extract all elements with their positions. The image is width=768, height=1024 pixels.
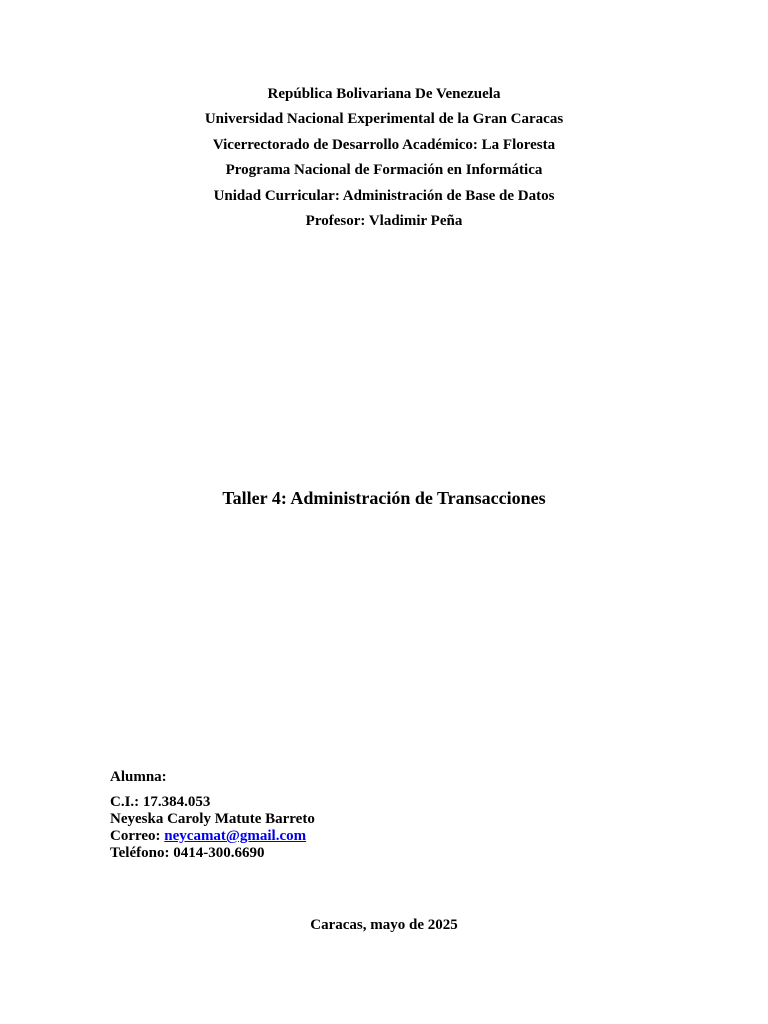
header-line-course: Unidad Curricular: Administración de Base de Datos: [213, 187, 555, 204]
header-line-program: Programa Nacional de Formación en Informática: [225, 162, 543, 179]
header-line-vicerrectorado: Vicerrectorado de Desarrollo Académico: La Floresta: [212, 136, 556, 153]
header-line-professor: Profesor: Vladimir Peña: [305, 212, 463, 229]
student-info: [110, 767, 315, 862]
student-email-link[interactable]: neycamat@gmail.com: [164, 828, 307, 844]
document-title: Taller 4: Administración de Transacciones: [222, 488, 546, 508]
document-header: [0, 84, 768, 236]
student-label: Alumna:: [110, 769, 167, 785]
student-email-row: [110, 828, 315, 845]
header-line-university: Universidad Nacional Experimental de la Gran Caracas: [204, 111, 564, 128]
student-name: Neyeska Caroly Matute Barreto: [110, 811, 315, 827]
student-ci: C.I.: 17.384.053: [110, 794, 211, 810]
place-date: Caracas, mayo de 2025: [310, 917, 458, 933]
header-line-republic: República Bolivariana De Venezuela: [267, 86, 501, 102]
student-email-label: Correo:: [110, 828, 165, 844]
student-phone: Teléfono: 0414-300.6690: [110, 845, 265, 861]
